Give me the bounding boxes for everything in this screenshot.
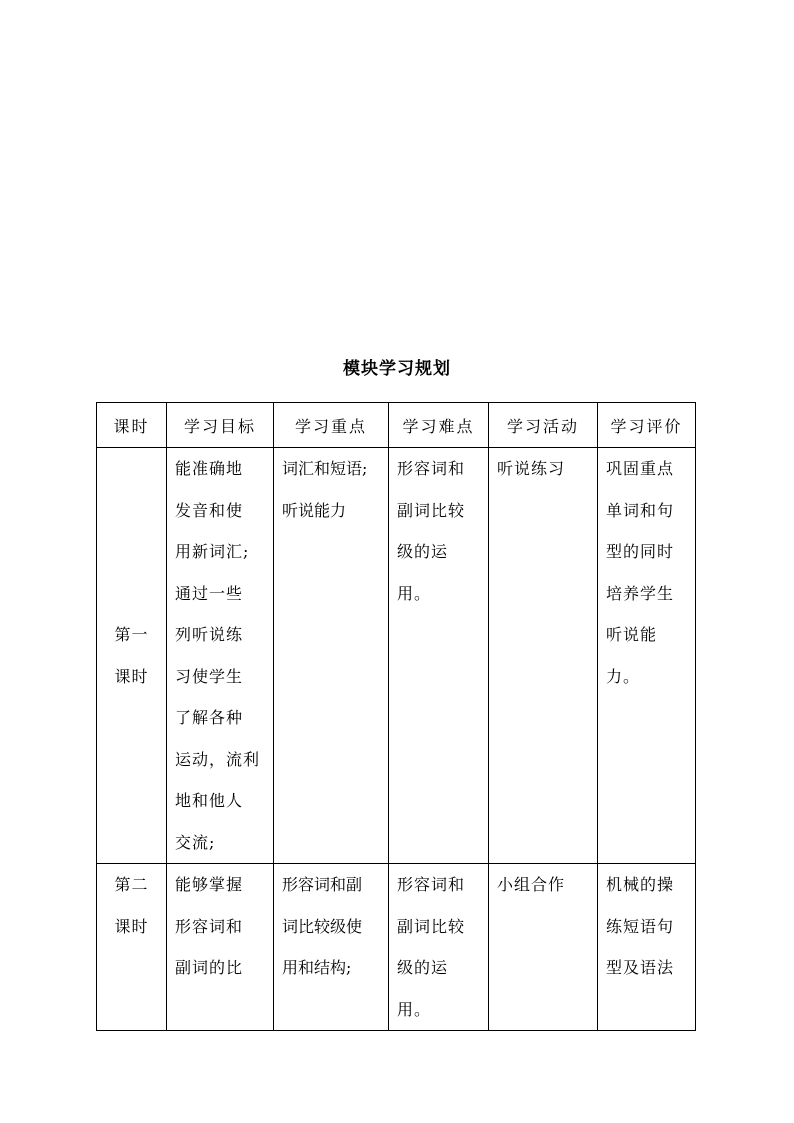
activity-text: 听说练习 [497,459,566,478]
table-header-row [97,403,696,448]
activity-text: 小组合作 [497,875,566,894]
evaluation-cell [598,448,696,864]
header-activity: 学习活动 [489,403,598,448]
evaluation-text: 机械的操 练短语句 型及语法 [606,875,675,977]
goal-cell [167,864,274,1031]
goal-cell [167,448,274,864]
evaluation-cell [598,864,696,1031]
difficulty-text: 形容词和 副词比较 级的运用。 [397,459,466,603]
lesson-label: 第二 课时 [114,875,149,936]
activity-cell [489,448,598,864]
header-goal: 学习目标 [167,403,274,448]
focus-cell [274,864,389,1031]
study-plan-table [96,402,696,1031]
lesson-label: 第一 课时 [114,625,149,686]
lesson-cell [97,448,167,864]
focus-text: 形容词和副 词比较级使 用和结构; [282,875,363,977]
page-title: 模块学习规划 [343,359,451,379]
lesson-cell [97,864,167,1031]
table-row [97,864,696,1031]
focus-text: 词汇和短语; 听说能力 [282,459,368,520]
difficulty-text: 形容词和 副词比较 级的运用。 [397,875,466,1019]
header-lesson: 课时 [97,403,167,448]
difficulty-cell [389,864,489,1031]
goal-text: 能够掌握 形容词和 副词的比 [175,875,244,977]
evaluation-text: 巩固重点 单词和句 型的同时 培养学生 听说能力。 [606,459,675,686]
focus-cell [274,448,389,864]
table-row [97,448,696,864]
activity-cell [489,864,598,1031]
difficulty-cell [389,448,489,864]
header-focus: 学习重点 [274,403,389,448]
header-evaluation: 学习评价 [598,403,696,448]
goal-text: 能准确地 发音和使 用新词汇; 通过一些 列听说练 习使学生 了解各种 运动，流利 地和他人 交流; [175,459,261,852]
header-difficulty: 学习难点 [389,403,489,448]
